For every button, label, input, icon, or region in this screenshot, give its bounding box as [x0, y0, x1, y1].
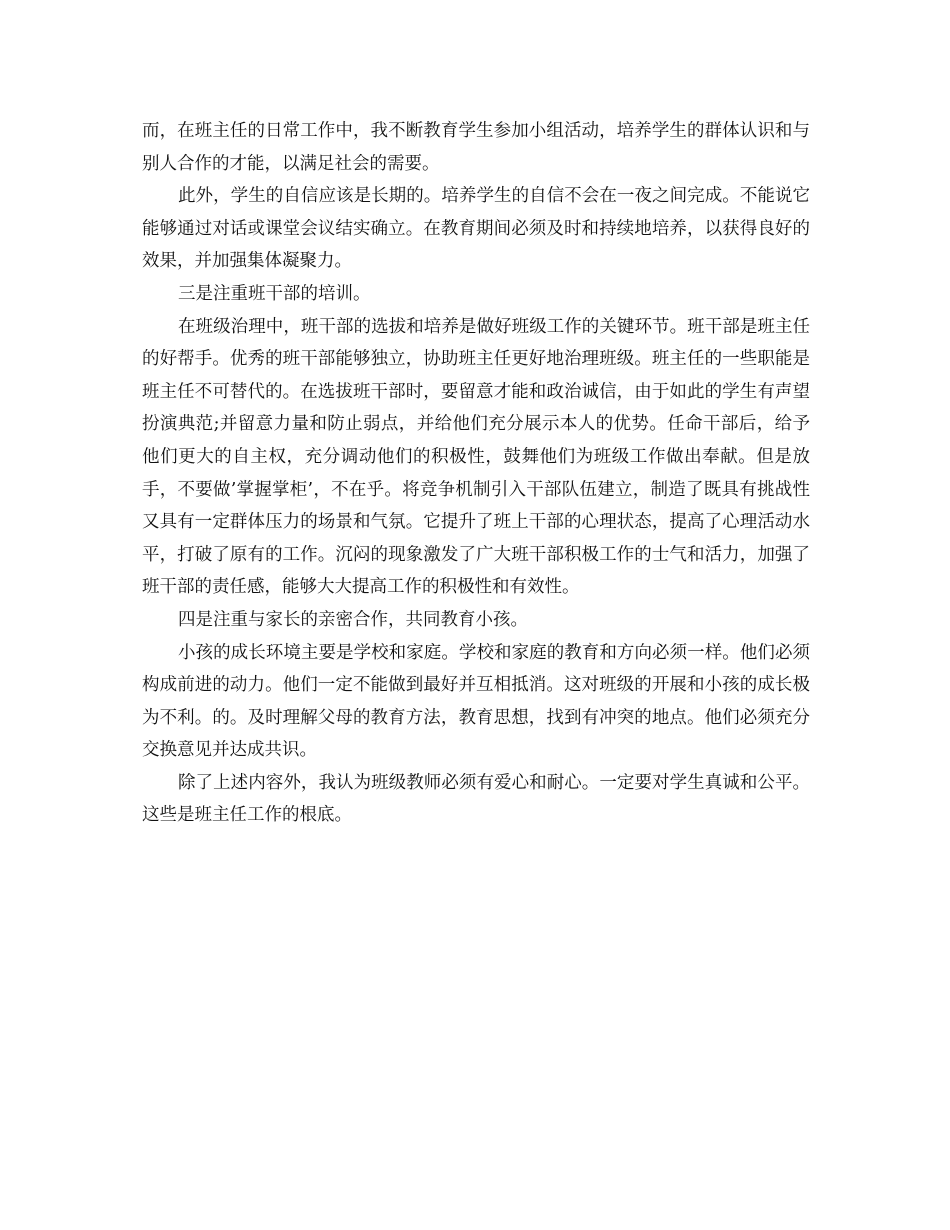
paragraph-student-confidence: 此外，学生的自信应该是长期的。培养学生的自信不会在一夜之间完成。不能说它能够通过对话或课堂会议结实确立。在教育期间必须及时和持续地培养，以获得良好的效果，并加强集体凝聚力。 — [142, 186, 810, 272]
paragraph-continuation: 而，在班主任的日常工作中，我不断教育学生参加小组活动，培养学生的群体认识和与别人合作的才能，以满足社会的需要。 — [142, 121, 810, 174]
document-body — [142, 115, 810, 832]
section-heading-parent-cooperation: 四是注重与家长的亲密合作，共同教育小孩。 — [178, 609, 528, 630]
paragraph-conclusion: 除了上述内容外，我认为班级教师必须有爱心和耐心。一定要对学生真诚和公平。这些是班主任工作的根底。 — [142, 772, 810, 826]
paragraph-class-cadre: 在班级治理中，班干部的选拔和培养是做好班级工作的关键环节。班干部是班主任的好帮手。优秀的班干部能够独立，协助班主任更好地治理班级。班主任的一些职能是班主任不可替代的。在选拔班干部时，要留意才能和政治诚信，由于如此的学生有声望扮演典范;并留意力量和防止弱点，并给他们充分展示本人的优势。任命干部后，给予他们更大的自主权，充分调动他们的积极性，鼓舞他们为班级工作做出奉献。但是放手，不要做’掌握掌柜’，不在乎。将竞争机制引入干部队伍建立，制造了既具有挑战性又具有一定群体压力的场景和气氛。它提升了班上干部的心理状态，提高了心理活动水平，打破了原有的工作。沉闷的现象激发了广大班干部积极工作的士气和活力，加强了班干部的责任感，能够大大提高工作的积极性和有效性。 — [142, 316, 810, 598]
paragraph-family-school: 小孩的成长环境主要是学校和家庭。学校和家庭的教育和方向必须一样。他们必须构成前进的动力。他们一定不能做到最好并互相抵消。这对班级的开展和小孩的成长极为不利。的。及时理解父母的教育方法，教育思想，找到有冲突的地点。他们必须充分交换意见并达成共识。 — [142, 642, 810, 761]
section-heading-class-cadre-training: 三是注重班干部的培训。 — [178, 283, 371, 304]
